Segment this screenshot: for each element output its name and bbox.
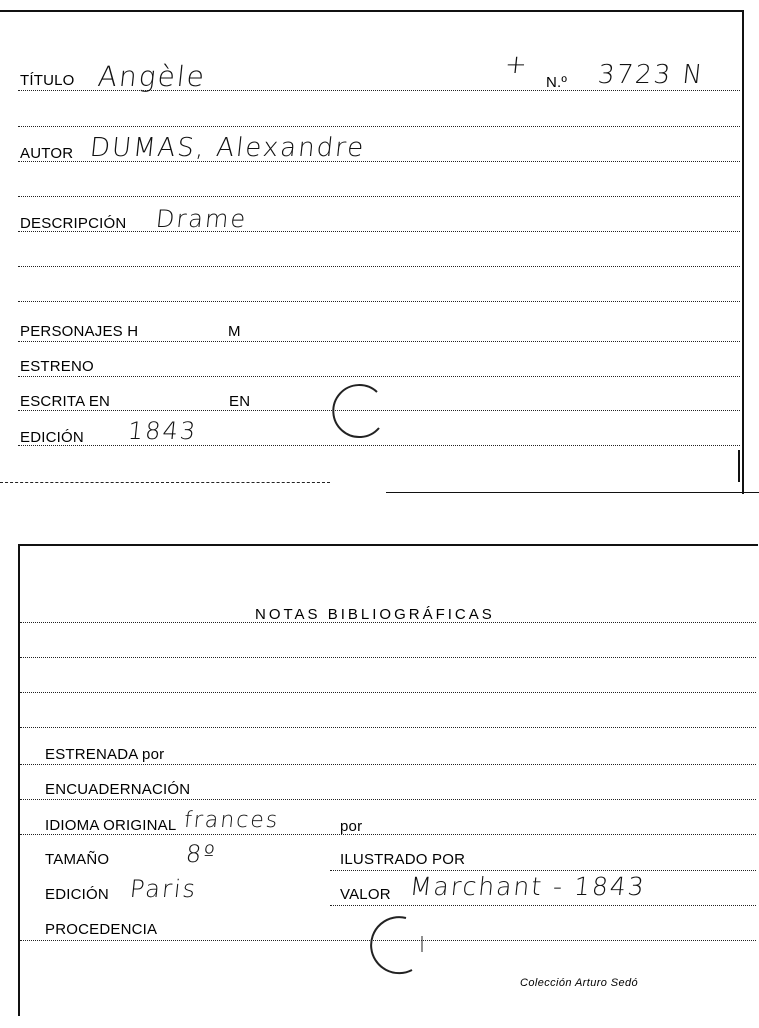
rule-line bbox=[18, 341, 740, 342]
numero-value: 3723 N bbox=[596, 60, 706, 90]
collection-credit: Colección Arturo Sedó bbox=[520, 977, 639, 989]
autor-label: AUTOR bbox=[20, 145, 74, 162]
edicion-value: 1843 bbox=[126, 417, 199, 445]
descripcion-label: DESCRIPCIÓN bbox=[20, 215, 127, 232]
edicion-value-bottom: Paris bbox=[128, 875, 199, 903]
valor-value: Marchant - 1843 bbox=[408, 872, 648, 901]
tamano-value: 8º bbox=[184, 840, 219, 868]
rule-line bbox=[20, 834, 756, 835]
numero-label: N.º bbox=[546, 74, 568, 91]
rule-line bbox=[20, 657, 756, 658]
rule-line bbox=[20, 727, 756, 728]
autor-value: DUMAS, Alexandre bbox=[88, 133, 367, 163]
edicion-label: EDICIÓN bbox=[20, 429, 84, 446]
personajes-label: PERSONAJES H bbox=[20, 323, 139, 340]
rule-line bbox=[0, 482, 330, 483]
procedencia-label: PROCEDENCIA bbox=[45, 921, 158, 938]
rule-line bbox=[18, 126, 740, 127]
rule-line bbox=[330, 905, 756, 906]
idioma-label: IDIOMA ORIGINAL bbox=[45, 817, 177, 834]
escrita-en-label: EN bbox=[229, 393, 251, 410]
rule-line bbox=[18, 266, 740, 267]
titulo-label: TÍTULO bbox=[20, 72, 75, 89]
rule-line bbox=[18, 196, 740, 197]
notas-title: NOTAS BIBLIOGRÁFICAS bbox=[255, 606, 495, 623]
rule-line bbox=[18, 376, 740, 377]
rule-line bbox=[18, 301, 740, 302]
rule-line bbox=[330, 870, 756, 871]
card-bottom-edge bbox=[386, 492, 759, 493]
edicion-label-bottom: EDICIÓN bbox=[45, 886, 109, 903]
personajes-m-label: M bbox=[228, 323, 241, 340]
valor-label: VALOR bbox=[340, 886, 391, 903]
punch-hole-mark bbox=[362, 912, 428, 978]
idioma-por-label: por bbox=[340, 818, 363, 835]
rule-line bbox=[20, 692, 756, 693]
ilustrado-label: ILUSTRADO POR bbox=[340, 851, 466, 868]
cross-mark: + bbox=[503, 50, 531, 80]
punch-hole-mark bbox=[325, 382, 387, 444]
rule-line bbox=[20, 799, 756, 800]
card-edge-mark bbox=[738, 450, 740, 482]
encuadernacion-label: ENCUADERNACIÓN bbox=[45, 781, 191, 798]
descripcion-value: Drame bbox=[154, 205, 249, 233]
rule-line bbox=[18, 445, 740, 446]
titulo-value: Angèle bbox=[96, 60, 208, 93]
estreno-label: ESTRENO bbox=[20, 358, 94, 375]
estrenada-label: ESTRENADA por bbox=[45, 746, 165, 763]
rule-line bbox=[20, 622, 756, 623]
rule-line bbox=[20, 764, 756, 765]
idioma-value: frances bbox=[182, 808, 281, 833]
escrita-label: ESCRITA EN bbox=[20, 393, 111, 410]
tamano-label: TAMAÑO bbox=[45, 851, 110, 868]
